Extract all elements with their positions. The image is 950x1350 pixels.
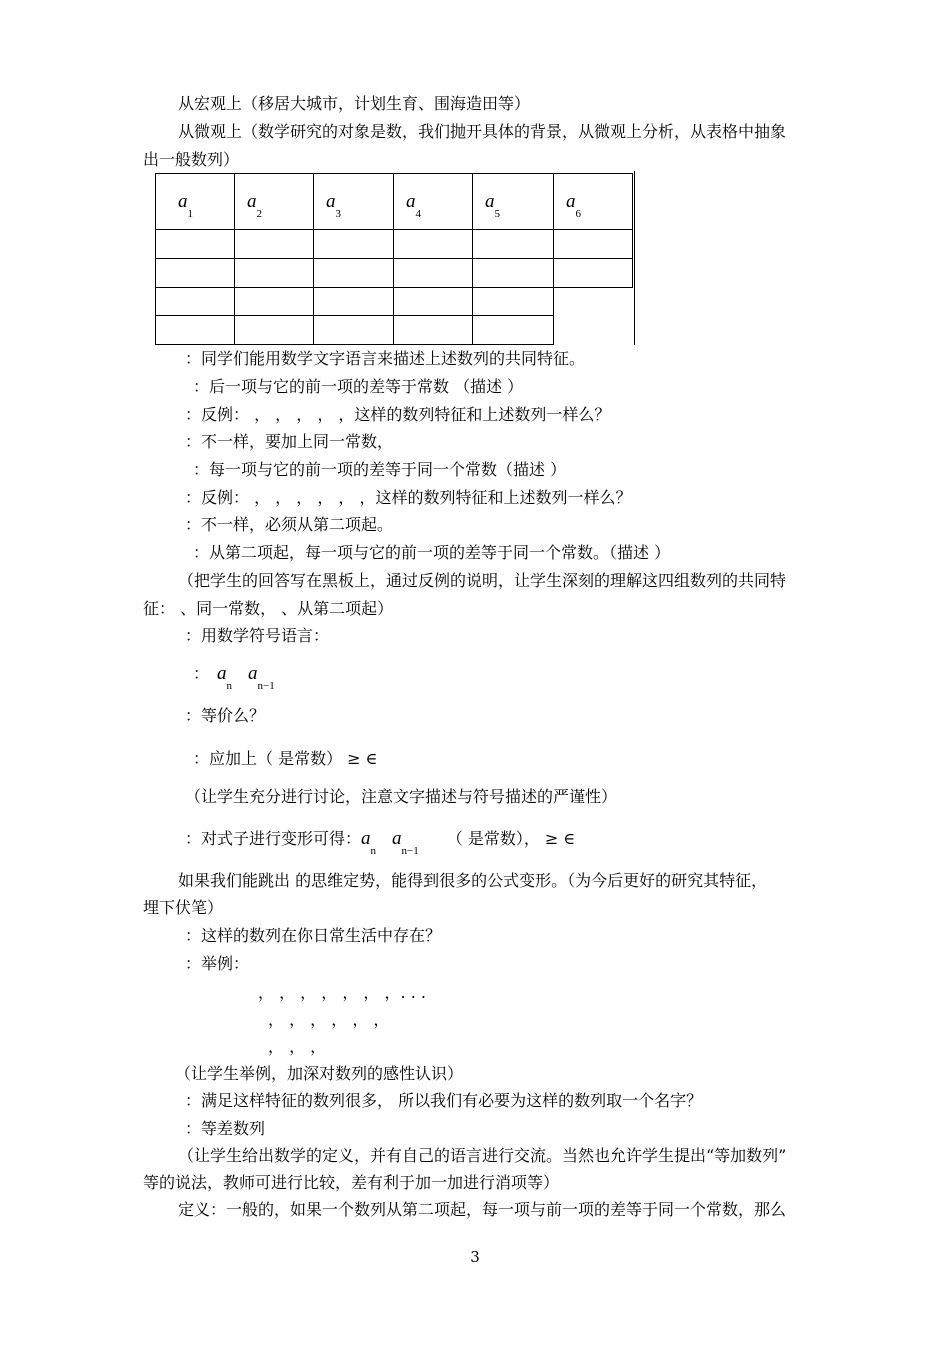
text-line: 如果我们能跳出 的思维定势，能得到很多的公式变形。（为今后更好的研究其特征， [178,871,768,890]
table-header-cell: $a_6$ [554,174,633,230]
text-line: 从宏观上（移居大城市，计划生育、围海造田等） [178,94,531,113]
text-line: ：等价么？ [185,706,266,725]
page-number: 3 [470,1248,480,1266]
text-line: ：这样的数列在你日常生活中存在？ [185,926,442,945]
table-right-rule [634,171,635,345]
table-header-cell: $a_2$ [235,174,314,230]
table-row [156,259,633,288]
sequence-table [155,173,633,345]
text-line: ：满足这样特征的数列很多， 所以我们有必要为这样的数列取一个名字？ [185,1091,703,1110]
text-line: ：每一项与它的前一项的差等于同一个常数（描述 ） [193,460,567,479]
text-line: （让学生充分进行讨论，注意文字描述与符号描述的严谨性） [185,787,618,806]
table-row [156,316,633,345]
text-line: 出一般数列） [143,150,240,169]
table-header-cell: $a_1$ [156,174,235,230]
table-row [156,288,633,316]
text-line: ：等差数列 [185,1119,266,1138]
formula-line: ：对式子进行变形可得：$a_na_{n-1}$（ 是常数）， ≥ ∈ [185,828,576,857]
text-line: ：同学们能用数学文字语言来描述上述数列的共同特征。 [185,349,586,368]
text-line: 等的说法，教师可进行比较，差有利于加一加进行消项等） [143,1173,560,1192]
text-line: （让学生举例，加深对数列的感性认识） [175,1064,464,1083]
text-line: 从微观上（数学研究的对象是数，我们抛开具体的背景，从微观上分析，从表格中抽象 [178,122,787,141]
text-line: ：反例： ， ， ， ， ， ，这样的数列特征和上述数列一样么？ [185,488,632,507]
text-line: （把学生的回答写在黑板上，通过反例的说明，让学生深刻的理解这四组数列的共同特 [178,571,787,590]
text-line: ：不一样，必须从第二项起。 [185,515,394,534]
table-header-cell: $a_3$ [314,174,394,230]
text-line: 定义：一般的，如果一个数列从第二项起，每一项与前一项的差等于同一个常数，那么 [178,1200,787,1219]
text-line: ：从第二项起，每一项与它的前一项的差等于同一个常数。（描述 ） [193,543,671,562]
example-line: ， ， ， ， ， ， [268,1010,390,1029]
table-header-cell: $a_4$ [394,174,473,230]
text-line: （让学生给出数学的定义，并有自己的语言进行交流。当然也允许学生提出“等加数列” [178,1146,787,1165]
text-line: ：不一样，要加上同一常数， [185,432,394,451]
example-line: ， ， ， ， ， ， ，. . . [258,983,426,1002]
table-header-cell: $a_5$ [473,174,554,230]
text-line: ：举例： [185,954,250,973]
text-line: ：后一项与它的前一项的差等于常数 （描述 ） [193,377,524,396]
example-line: ， ， ， [268,1037,327,1056]
text-line: 征： 、同一常数， 、从第二项起） [143,599,394,618]
text-line: ：应加上（ 是常数） ≥ ∈ [193,749,378,768]
text-line: 埋下伏笔） [143,898,224,917]
formula-line: ： $a_na_{n-1}$ [193,663,275,692]
table-row [156,230,633,259]
text-line: ：用数学符号语言： [185,626,330,645]
table-header-row [156,174,633,230]
text-line: ：反例： ， ， ， ， ，这样的数列特征和上述数列一样么？ [185,405,611,424]
